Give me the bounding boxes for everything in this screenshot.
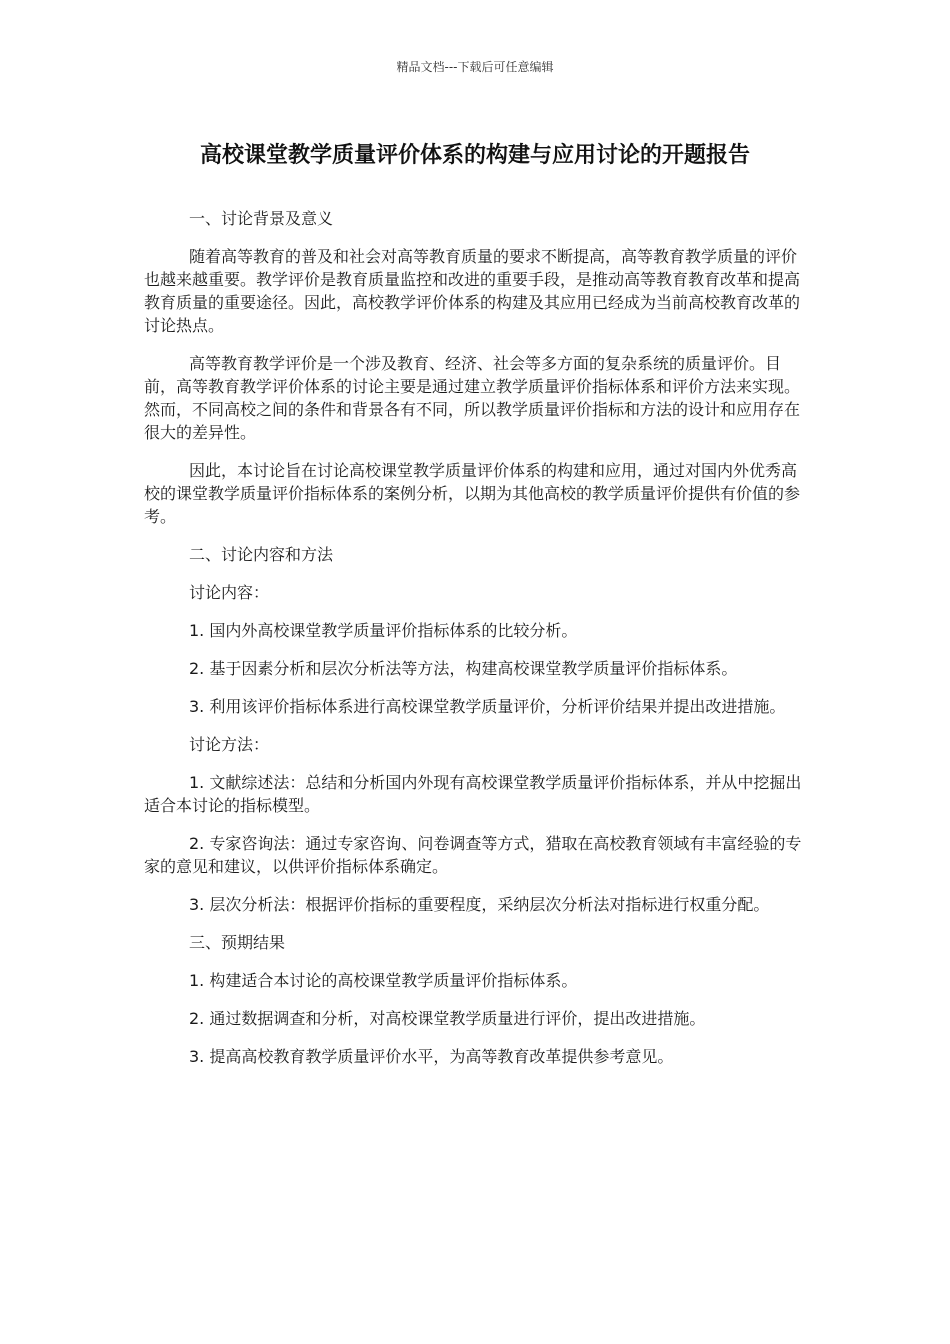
- method-item-3: 3. 层次分析法：根据评价指标的重要程度，采纳层次分析法对指标进行权重分配。: [189, 895, 770, 914]
- content-item-3: 3. 利用该评价指标体系进行高校课堂教学质量评价，分析评价结果并提出改进措施。: [189, 697, 786, 716]
- document-title: 高校课堂教学质量评价体系的构建与应用讨论的开题报告: [199, 143, 750, 168]
- result-item-3: 3. 提高高校教育教学质量评价水平，为高等教育改革提供参考意见。: [189, 1047, 674, 1066]
- result-item-2: 2. 通过数据调查和分析，对高校课堂教学质量进行评价，提出改进措施。: [189, 1009, 706, 1028]
- section-heading-background: 一、讨论背景及意义: [189, 209, 334, 228]
- method-item-1: 1. 文献综述法：总结和分析国内外现有高校课堂教学质量评价指标体系，并从中挖掘出适合本讨论的指标模型。: [144, 773, 802, 815]
- content-item-1: 1. 国内外高校课堂教学质量评价指标体系的比较分析。: [189, 621, 578, 640]
- content-item-2: 2. 基于因素分析和层次分析法等方法，构建高校课堂教学质量评价指标体系。: [189, 659, 738, 678]
- header-note: 精品文档---下载后可任意编辑: [396, 60, 554, 74]
- paragraph-background-3: 因此，本讨论旨在讨论高校课堂教学质量评价体系的构建和应用，通过对国内外优秀高校的课堂教学质量评价指标体系的案例分析，以期为其他高校的教学质量评价提供有价值的参考。: [144, 461, 801, 526]
- document-body: [144, 207, 806, 1083]
- subheading-content: 讨论内容：: [189, 583, 270, 602]
- paragraph-background-2: 高等教育教学评价是一个涉及教育、经济、社会等多方面的复杂系统的质量评价。目前，高等教育教学评价体系的讨论主要是通过建立教学质量评价指标体系和评价方法来实现。然而，不同高校之间的条件和背景各有不同，所以教学质量评价指标和方法的设计和应用存在很大的差异性。: [144, 354, 801, 442]
- subheading-method: 讨论方法：: [189, 735, 270, 754]
- paragraph-background-1: 随着高等教育的普及和社会对高等教育质量的要求不断提高，高等教育教学质量的评价也越来越重要。教学评价是教育质量监控和改进的重要手段，是推动高等教育教育改革和提高教育质量的重要途径。因此，高校教学评价体系的构建及其应用已经成为当前高校教育改革的讨论热点。: [144, 247, 801, 335]
- section-heading-content-method: 二、讨论内容和方法: [189, 545, 334, 564]
- result-item-1: 1. 构建适合本讨论的高校课堂教学质量评价指标体系。: [189, 971, 578, 990]
- method-item-2: 2. 专家咨询法：通过专家咨询、问卷调查等方式，猎取在高校教育领域有丰富经验的专家的意见和建议，以供评价指标体系确定。: [144, 834, 802, 876]
- section-heading-expected-results: 三、预期结果: [189, 933, 286, 952]
